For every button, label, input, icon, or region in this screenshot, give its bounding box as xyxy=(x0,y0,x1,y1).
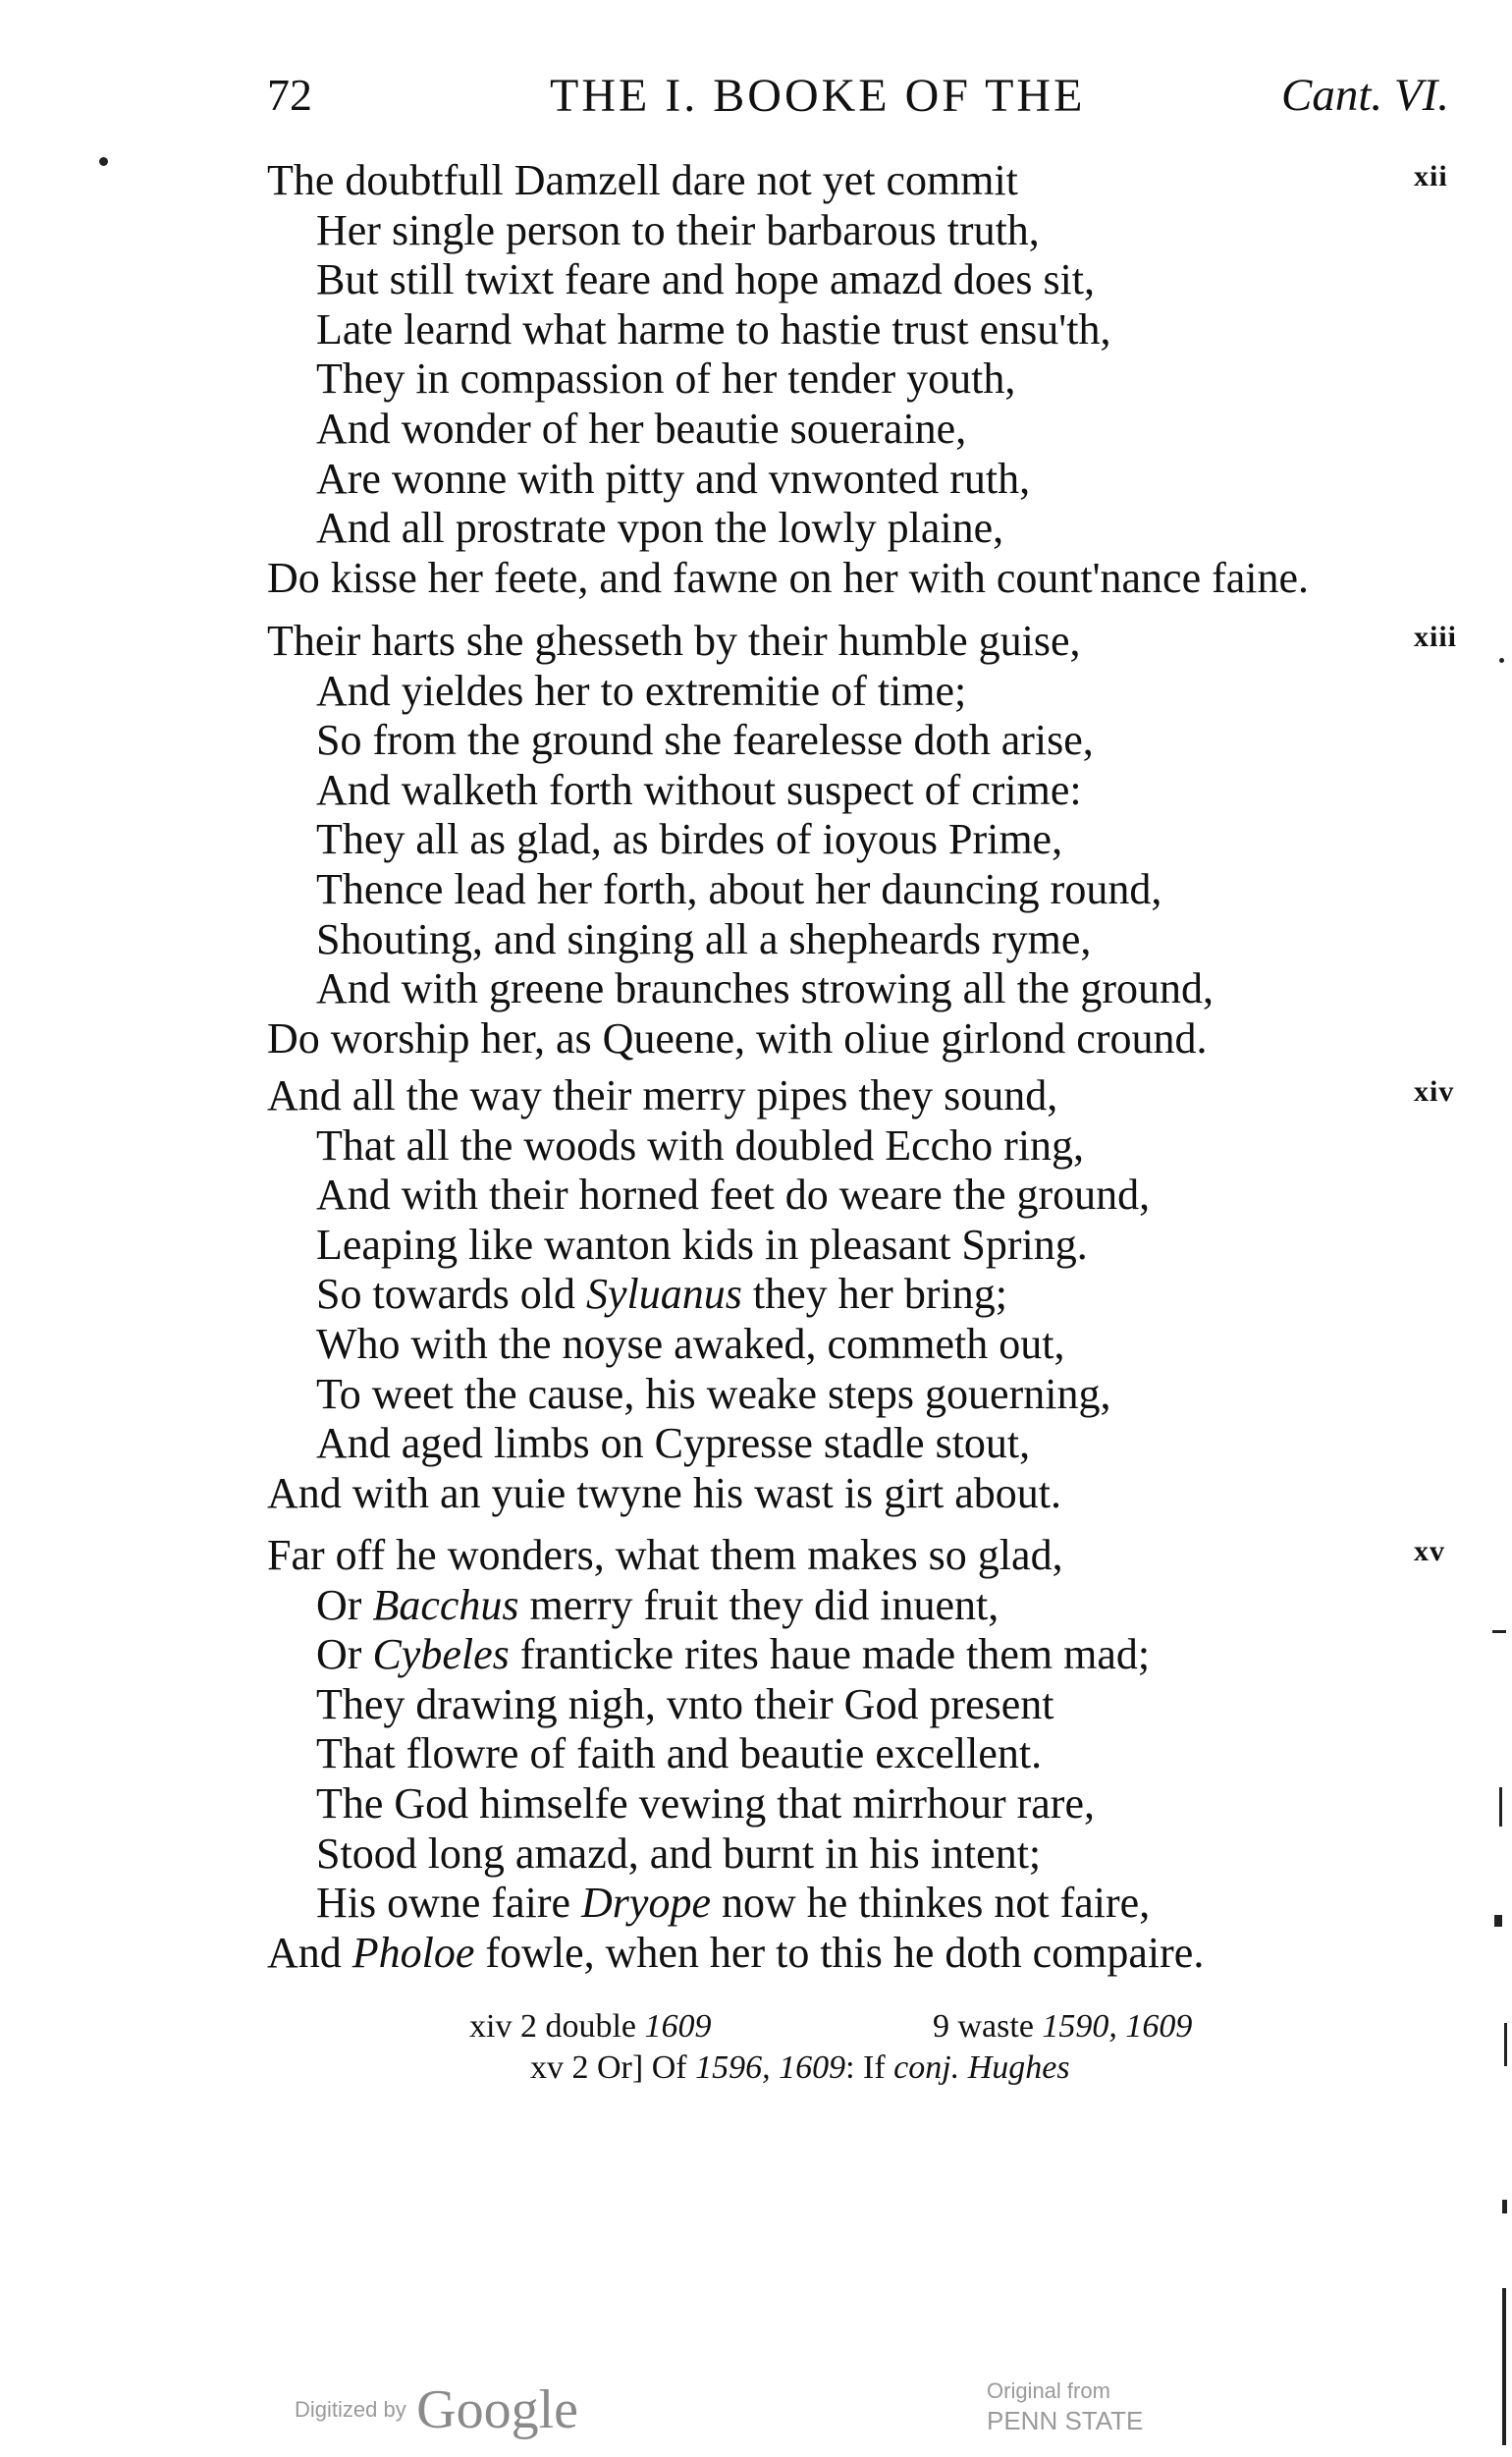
scan-speck xyxy=(99,157,108,166)
verse-line: Late learnd what harme to hastie trust ensu'th, xyxy=(316,304,1111,354)
verse-line: And all prostrate vpon the lowly plaine, xyxy=(316,504,1004,553)
verse-line: Who with the noyse awaked, commeth out, xyxy=(316,1319,1065,1368)
verse-line: They in compassion of her tender youth, xyxy=(316,355,1016,404)
verse-line: And with greene braunches strowing all the ground, xyxy=(316,964,1214,1013)
verse-line: Or Cybeles franticke rites haue made them mad; xyxy=(316,1630,1151,1679)
stanza xyxy=(267,1071,1465,1518)
verse-line: The doubtfull Damzell dare not yet commit xyxy=(267,156,1018,204)
verse-line: But still twixt feare and hope amazd does sit, xyxy=(316,255,1096,304)
verse-line: They all as glad, as birdes of ioyous Prime, xyxy=(316,815,1063,864)
page-number: 72 xyxy=(267,70,312,120)
verse-line: And aged limbs on Cypresse stadle stout, xyxy=(316,1419,1031,1468)
footnote: xv 2 Or] Of 1596, 1609: If conj. Hughes xyxy=(530,2049,1070,2086)
verse-line: That all the woods with doubled Eccho ring, xyxy=(316,1120,1085,1170)
scan-speck xyxy=(1502,2200,1507,2213)
google-logo: Google xyxy=(416,2379,579,2440)
verse-line: And wonder of her beautie soueraine, xyxy=(316,404,967,453)
stanza xyxy=(267,156,1465,603)
verse-line: To weet the cause, his weake steps gouerning, xyxy=(316,1369,1111,1418)
stanza-number: xiv xyxy=(1414,1075,1455,1108)
stanza xyxy=(267,1531,1465,1978)
scan-speck xyxy=(1504,2023,1507,2066)
footnote: 9 waste 1590, 1609 xyxy=(933,2008,1193,2045)
verse-line: The God himselfe vewing that mirrhour rare, xyxy=(316,1778,1095,1828)
footnote: xiv 2 double 1609 xyxy=(469,2008,712,2045)
scan-speck xyxy=(1494,1915,1502,1927)
scan-speck xyxy=(1492,1630,1506,1633)
digitized-by-google xyxy=(295,2378,578,2441)
scan-speck xyxy=(1499,1787,1502,1827)
scan-speck xyxy=(1499,658,1504,663)
verse-line: Do kisse her feete, and fawne on her with count'nance faine. xyxy=(267,553,1310,602)
verse-line: Leaping like wanton kids in pleasant Spring. xyxy=(316,1220,1088,1269)
stanza-number: xii xyxy=(1414,160,1448,192)
verse-line: They drawing nigh, vnto their God present xyxy=(316,1679,1054,1728)
original-from-label: Original from xyxy=(987,2378,1110,2403)
verse-line: And with an yuie twyne his wast is girt about. xyxy=(267,1468,1062,1517)
stanza-number: xiii xyxy=(1414,621,1458,653)
verse-line: That flowre of faith and beautie excellent. xyxy=(316,1729,1043,1778)
verse-line: His owne faire Dryope now he thinkes not faire, xyxy=(316,1879,1151,1928)
verse-line: Far off he wonders, what them makes so glad, xyxy=(267,1531,1063,1579)
verse-line: So towards old Syluanus they her bring; xyxy=(316,1270,1007,1319)
page-header xyxy=(0,69,1512,137)
scan-edge-line xyxy=(1502,2288,1506,2445)
canto-label: Cant. VI. xyxy=(1281,70,1450,121)
digitized-label: Digitized by xyxy=(295,2397,406,2422)
running-title: THE I. BOOKE OF THE xyxy=(550,70,1086,122)
verse-line: And walketh forth without suspect of crime: xyxy=(316,765,1082,814)
institution-name: PENN STATE xyxy=(987,2406,1144,2435)
verse-line: So from the ground she fearelesse doth arise, xyxy=(316,716,1094,765)
verse-line: And with their horned feet do weare the ground, xyxy=(316,1171,1151,1220)
verse-line: And Pholoe fowle, when her to this he doth compaire. xyxy=(267,1928,1205,1977)
verse-line: Their harts she ghesseth by their humble guise, xyxy=(267,617,1081,665)
verse-line: Or Bacchus merry fruit they did inuent, xyxy=(316,1580,999,1629)
original-source xyxy=(987,2376,1143,2435)
verse-line: And all the way their merry pipes they sound, xyxy=(267,1071,1058,1119)
verse-line: Shouting, and singing all a shepheards ryme, xyxy=(316,914,1092,963)
verse-line: Are wonne with pitty and vnwonted ruth, xyxy=(316,454,1031,503)
stanza-number: xv xyxy=(1414,1535,1445,1567)
verse-line: And yieldes her to extremitie of time; xyxy=(316,666,967,715)
stanza xyxy=(267,617,1465,1064)
verse-line: Thence lead her forth, about her dauncing round, xyxy=(316,864,1162,913)
verse-line: Stood long amazd, and burnt in his intent; xyxy=(316,1829,1042,1878)
verse-line: Do worship her, as Queene, with oliue girlond cround. xyxy=(267,1013,1208,1063)
verse-line: Her single person to their barbarous truth, xyxy=(316,205,1040,254)
